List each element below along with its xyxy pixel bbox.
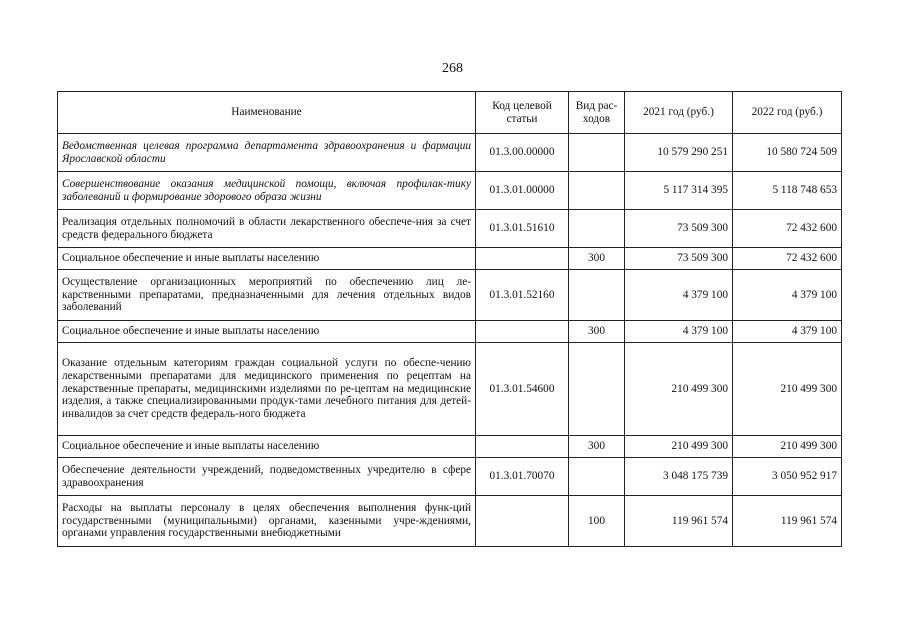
row-name: Обеспечение деятельности учреждений, подведомственных учредителю в сфере здравоохранения	[58, 458, 476, 496]
row-amount-2022: 4 379 100	[733, 270, 842, 321]
row-name: Социальное обеспечение и иные выплаты населению	[58, 321, 476, 343]
row-amount-2022: 210 499 300	[733, 436, 842, 458]
row-type	[569, 270, 625, 321]
row-code: 01.3.01.52160	[476, 270, 569, 321]
budget-table	[57, 91, 842, 547]
table-row	[58, 436, 842, 458]
table-row	[58, 343, 842, 436]
row-type	[569, 134, 625, 172]
row-amount-2022: 119 961 574	[733, 496, 842, 547]
header-2022: 2022 год (руб.)	[733, 92, 842, 134]
header-type: Вид рас-ходов	[569, 92, 625, 134]
row-type: 300	[569, 321, 625, 343]
row-type	[569, 210, 625, 248]
row-amount-2021: 4 379 100	[625, 270, 733, 321]
row-code: 01.3.01.54600	[476, 343, 569, 436]
table-row	[58, 496, 842, 547]
row-name: Совершенствование оказания медицинской помощи, включая профилак-тику заболеваний и формирование здорового образа жизни	[58, 172, 476, 210]
row-amount-2021: 3 048 175 739	[625, 458, 733, 496]
table-row	[58, 210, 842, 248]
table-row	[58, 248, 842, 270]
row-code	[476, 321, 569, 343]
row-amount-2021: 5 117 314 395	[625, 172, 733, 210]
row-type	[569, 172, 625, 210]
row-name: Расходы на выплаты персоналу в целях обеспечения выполнения функ-ций государственными (муниципальными) органами, казенными учре-ждениями, органами управления государственными внебюджетными	[58, 496, 476, 547]
table-row	[58, 134, 842, 172]
row-amount-2021: 73 509 300	[625, 248, 733, 270]
row-code: 01.3.01.70070	[476, 458, 569, 496]
page-number: 268	[442, 61, 463, 76]
row-type: 100	[569, 496, 625, 547]
row-type: 300	[569, 436, 625, 458]
row-amount-2022: 72 432 600	[733, 248, 842, 270]
row-code	[476, 248, 569, 270]
table-row	[58, 172, 842, 210]
table-row	[58, 321, 842, 343]
row-amount-2021: 4 379 100	[625, 321, 733, 343]
row-amount-2021: 10 579 290 251	[625, 134, 733, 172]
row-name: Реализация отдельных полномочий в области лекарственного обеспече-ния за счет средств федерального бюджета	[58, 210, 476, 248]
row-type: 300	[569, 248, 625, 270]
header-2021: 2021 год (руб.)	[625, 92, 733, 134]
row-code: 01.3.00.00000	[476, 134, 569, 172]
row-type	[569, 343, 625, 436]
row-code	[476, 436, 569, 458]
row-amount-2021: 210 499 300	[625, 343, 733, 436]
row-amount-2022: 10 580 724 509	[733, 134, 842, 172]
row-name: Оказание отдельным категориям граждан социальной услуги по обеспе-чению лекарственными препаратами для медицинского применения по рецептам на лекарственные препараты, медицинскими изделиями по ре-цептам на медицинские изделия, а также специализированными продук-тами лечебного питания для детей-инвалидов за счет средств федераль-ного бюджета	[58, 343, 476, 436]
header-name: Наименование	[58, 92, 476, 134]
table-row	[58, 270, 842, 321]
row-name: Социальное обеспечение и иные выплаты населению	[58, 436, 476, 458]
row-amount-2022: 5 118 748 653	[733, 172, 842, 210]
table-row	[58, 458, 842, 496]
row-amount-2021: 119 961 574	[625, 496, 733, 547]
row-name: Ведомственная целевая программа департамента здравоохранения и фармации Ярославской области	[58, 134, 476, 172]
row-amount-2021: 73 509 300	[625, 210, 733, 248]
header-code: Код целевой статьи	[476, 92, 569, 134]
row-code: 01.3.01.00000	[476, 172, 569, 210]
row-name: Социальное обеспечение и иные выплаты населению	[58, 248, 476, 270]
row-amount-2022: 72 432 600	[733, 210, 842, 248]
row-code	[476, 496, 569, 547]
row-amount-2022: 210 499 300	[733, 343, 842, 436]
row-amount-2021: 210 499 300	[625, 436, 733, 458]
row-name: Осуществление организационных мероприятий по обеспечению лиц ле-карственными препаратами, предназначенными для лечения отдельных видов заболеваний	[58, 270, 476, 321]
row-amount-2022: 3 050 952 917	[733, 458, 842, 496]
row-code: 01.3.01.51610	[476, 210, 569, 248]
table-header-row	[58, 92, 842, 134]
row-type	[569, 458, 625, 496]
row-amount-2022: 4 379 100	[733, 321, 842, 343]
